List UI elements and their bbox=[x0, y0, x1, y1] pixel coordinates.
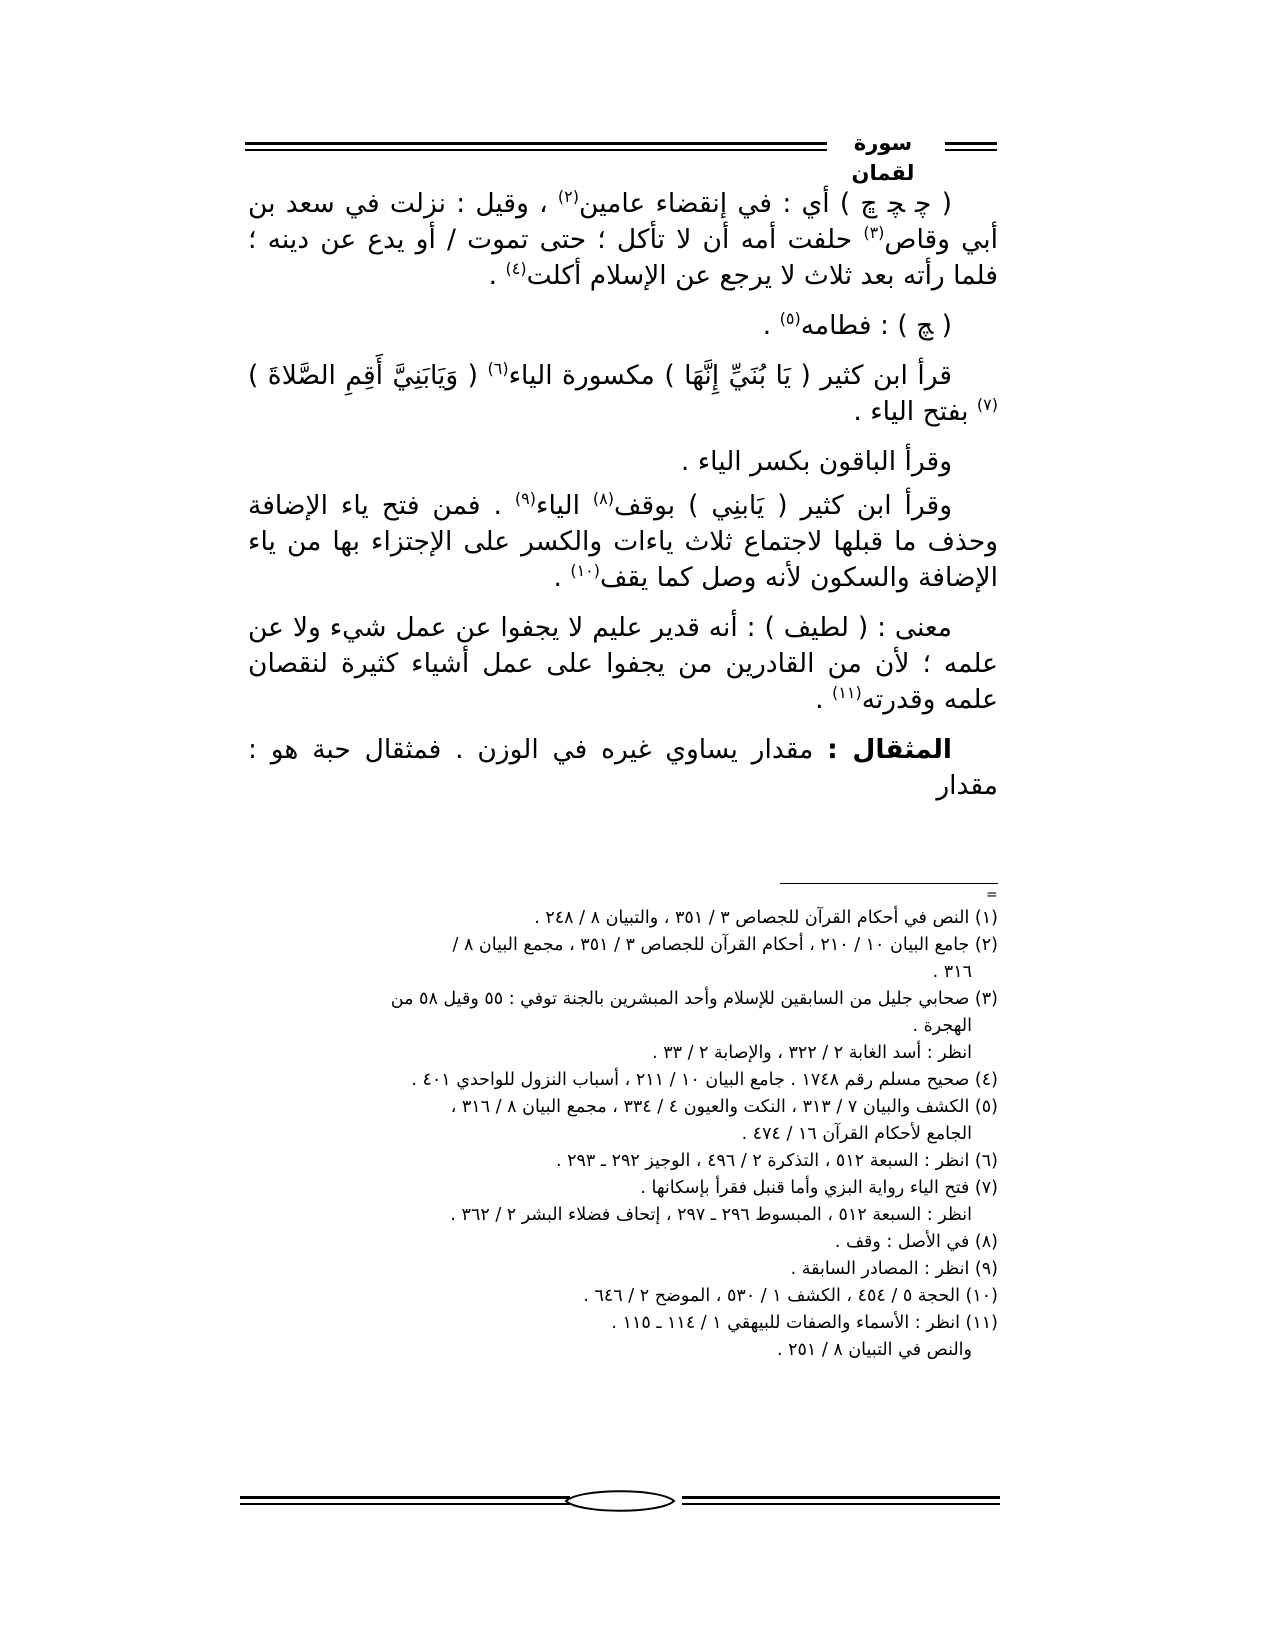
footnote-continuation: انظر : أسد الغابة ٢ / ٣٢٢ ، والإصابة ٢ / ٣٣ . bbox=[652, 1043, 972, 1063]
text: ( ﭼ ﭽ ﭾ ) أي : في إنقضاء عامين bbox=[578, 188, 952, 219]
footnote-text: (١٠) الحجة ٥ / ٤٥٤ ، الكشف ١ / ٥٣٠ ، الموضح ٢ / ٦٤٦ . bbox=[583, 1286, 998, 1306]
footnote-text: الهجرة . bbox=[912, 1016, 972, 1036]
paragraph bbox=[248, 732, 998, 804]
footnote bbox=[250, 986, 998, 1040]
text: حلفت أمه أن لا تأكل ؛ حتى تموت / أو يدع عن دينه ؛ فلما رأته بعد ثلاث لا يرجع عن الإسلام أكلت bbox=[248, 224, 998, 291]
footer-rule bbox=[682, 1503, 1000, 1505]
footnote-text: (١١) انظر : الأسماء والصفات للبيهقي ١ / ١١٤ ـ ١١٥ . bbox=[611, 1313, 998, 1333]
page-footer-ornament bbox=[240, 1490, 1000, 1520]
page-number-oval bbox=[560, 1490, 680, 1512]
text: الياء bbox=[536, 490, 593, 521]
text: وقرأ ابن كثير ( يَابنِي ) بوقف bbox=[614, 490, 953, 521]
main-text bbox=[248, 186, 998, 818]
footnote-ref[interactable]: (٨) bbox=[592, 489, 615, 509]
footnotes bbox=[250, 905, 998, 1364]
paragraph bbox=[248, 186, 998, 294]
paragraph bbox=[248, 444, 998, 480]
continuation-mark: = bbox=[986, 887, 998, 903]
footnote-ref[interactable]: (٩) bbox=[514, 489, 536, 509]
footnote-text: (٩) انظر : المصادر السابقة . bbox=[790, 1259, 998, 1279]
surah-title: سورة لقمان bbox=[851, 131, 915, 185]
footnote-ref[interactable]: (٦) bbox=[487, 359, 509, 379]
text: ( وَيَابَنِيَّ أَقِمِ الصَّلاةَ ) bbox=[248, 360, 488, 391]
paragraph bbox=[248, 488, 998, 596]
footnote-ref[interactable]: (٣) bbox=[863, 223, 885, 243]
header-rule bbox=[245, 149, 827, 151]
paragraph bbox=[248, 358, 998, 430]
footnote-continuation: والنص في التبيان ٨ / ٢٥١ . bbox=[776, 1340, 972, 1360]
footnote-separator bbox=[780, 883, 998, 884]
header-rule bbox=[245, 142, 827, 145]
text: ، وقيل : نزلت في سعد بن أبي وقاص bbox=[248, 188, 999, 255]
footnote bbox=[250, 1175, 998, 1202]
page-header bbox=[245, 128, 997, 185]
text: ( ﭻ ) : فطامه bbox=[800, 310, 952, 341]
footnote-text: (٦) انظر : السبعة ٥١٢ ، التذكرة ٢ / ٤٩٦ ، الوجيز ٢٩٢ ـ ٢٩٣ . bbox=[555, 1151, 998, 1171]
text: . bbox=[553, 562, 571, 593]
footnote-text: (٣) صحابي جليل من السابقين للإسلام وأحد المبشرين بالجنة توفي : ٥٥ وقيل ٥٨ من bbox=[390, 989, 998, 1009]
footnote-text: الجامع لأحكام القرآن ١٦ / ٤٧٤ . bbox=[741, 1124, 972, 1144]
footnote bbox=[250, 1229, 998, 1256]
footer-rule bbox=[240, 1503, 570, 1505]
text: مقدار يساوي غيره في الوزن . فمثقال حبة هو : مقدار bbox=[248, 734, 998, 801]
footnote-continuation: انظر : السبعة ٥١٢ ، المبسوط ٢٩٦ ـ ٢٩٧ ، إتحاف فضلاء البشر ٢ / ٣٦٢ . bbox=[450, 1205, 972, 1225]
footnote-ref[interactable]: (٥) bbox=[779, 309, 801, 329]
text: . bbox=[488, 260, 506, 291]
footer-rule bbox=[682, 1496, 1000, 1499]
footnote bbox=[250, 1256, 998, 1283]
paragraph bbox=[248, 308, 998, 344]
paragraph bbox=[248, 610, 998, 718]
footnote-text: (١) النص في أحكام القرآن للجصاص ٣ / ٣٥١ ، والتبيان ٨ / ٢٤٨ . bbox=[534, 908, 998, 928]
text: . فمن فتح ياء الإضافة وحذف ما قبلها لاجتماع ثلاث ياءات والكسر على الإجتزاء بها من ياء الإضافة والسكون لأنه وصل كما يقف bbox=[248, 490, 998, 593]
footnote-ref[interactable]: (١٠) bbox=[570, 561, 600, 581]
footer-rule bbox=[240, 1496, 570, 1499]
text: . bbox=[815, 684, 833, 715]
term-heading: المثقال : bbox=[827, 734, 952, 765]
footnote-text: (٧) فتح الياء رواية البزي وأما قنبل فقرأ بإسكانها . bbox=[640, 1178, 998, 1198]
footnote-text: (٢) جامع البيان ١٠ / ٢١٠ ، أحكام القرآن للجصاص ٣ / ٣٥١ ، مجمع البيان ٨ / bbox=[452, 935, 998, 955]
header-rule-short bbox=[945, 149, 997, 151]
footnote bbox=[250, 1283, 998, 1310]
header-rule-short bbox=[945, 142, 997, 145]
text: معنى : ( لطيف ) : أنه قدير عليم لا يجفوا عن عمل شيء ولا عن علمه ؛ لأن من القادرين من يجفوا على عمل أشياء كثيرة لنقصان علمه وقدرته bbox=[248, 612, 998, 715]
footnote-text: (٨) في الأصل : وقف . bbox=[834, 1232, 998, 1252]
footnote bbox=[250, 1067, 998, 1094]
text: وقرأ الباقون بكسر الياء . bbox=[680, 446, 952, 477]
footnote-text: (٥) الكشف والبيان ٧ / ٣١٣ ، النكت والعيون ٤ / ٣٣٤ ، مجمع البيان ٨ / ٣١٦ ، bbox=[450, 1097, 998, 1117]
footnote bbox=[250, 1148, 998, 1175]
footnote-ref[interactable]: (٧) bbox=[976, 395, 998, 415]
footnote bbox=[250, 932, 998, 986]
text: بفتح الياء . bbox=[853, 396, 977, 427]
footnote bbox=[250, 905, 998, 932]
footnote-text: (٤) صحيح مسلم رقم ١٧٤٨ . جامع البيان ١٠ / ٢١١ ، أسباب النزول للواحدي ٤٠١ . bbox=[411, 1070, 998, 1090]
footnote-text: ٣١٦ . bbox=[932, 962, 972, 982]
footnote-ref[interactable]: (٢) bbox=[557, 187, 579, 207]
text: . bbox=[762, 310, 780, 341]
footnote-ref[interactable]: (١١) bbox=[832, 683, 862, 703]
text: قرأ ابن كثير ( يَا بُنَيِّ إِنَّهَا ) مكسورة الياء bbox=[508, 360, 952, 391]
footnote-ref[interactable]: (٤) bbox=[505, 259, 527, 279]
footnote bbox=[250, 1310, 998, 1337]
footnote bbox=[250, 1094, 998, 1148]
